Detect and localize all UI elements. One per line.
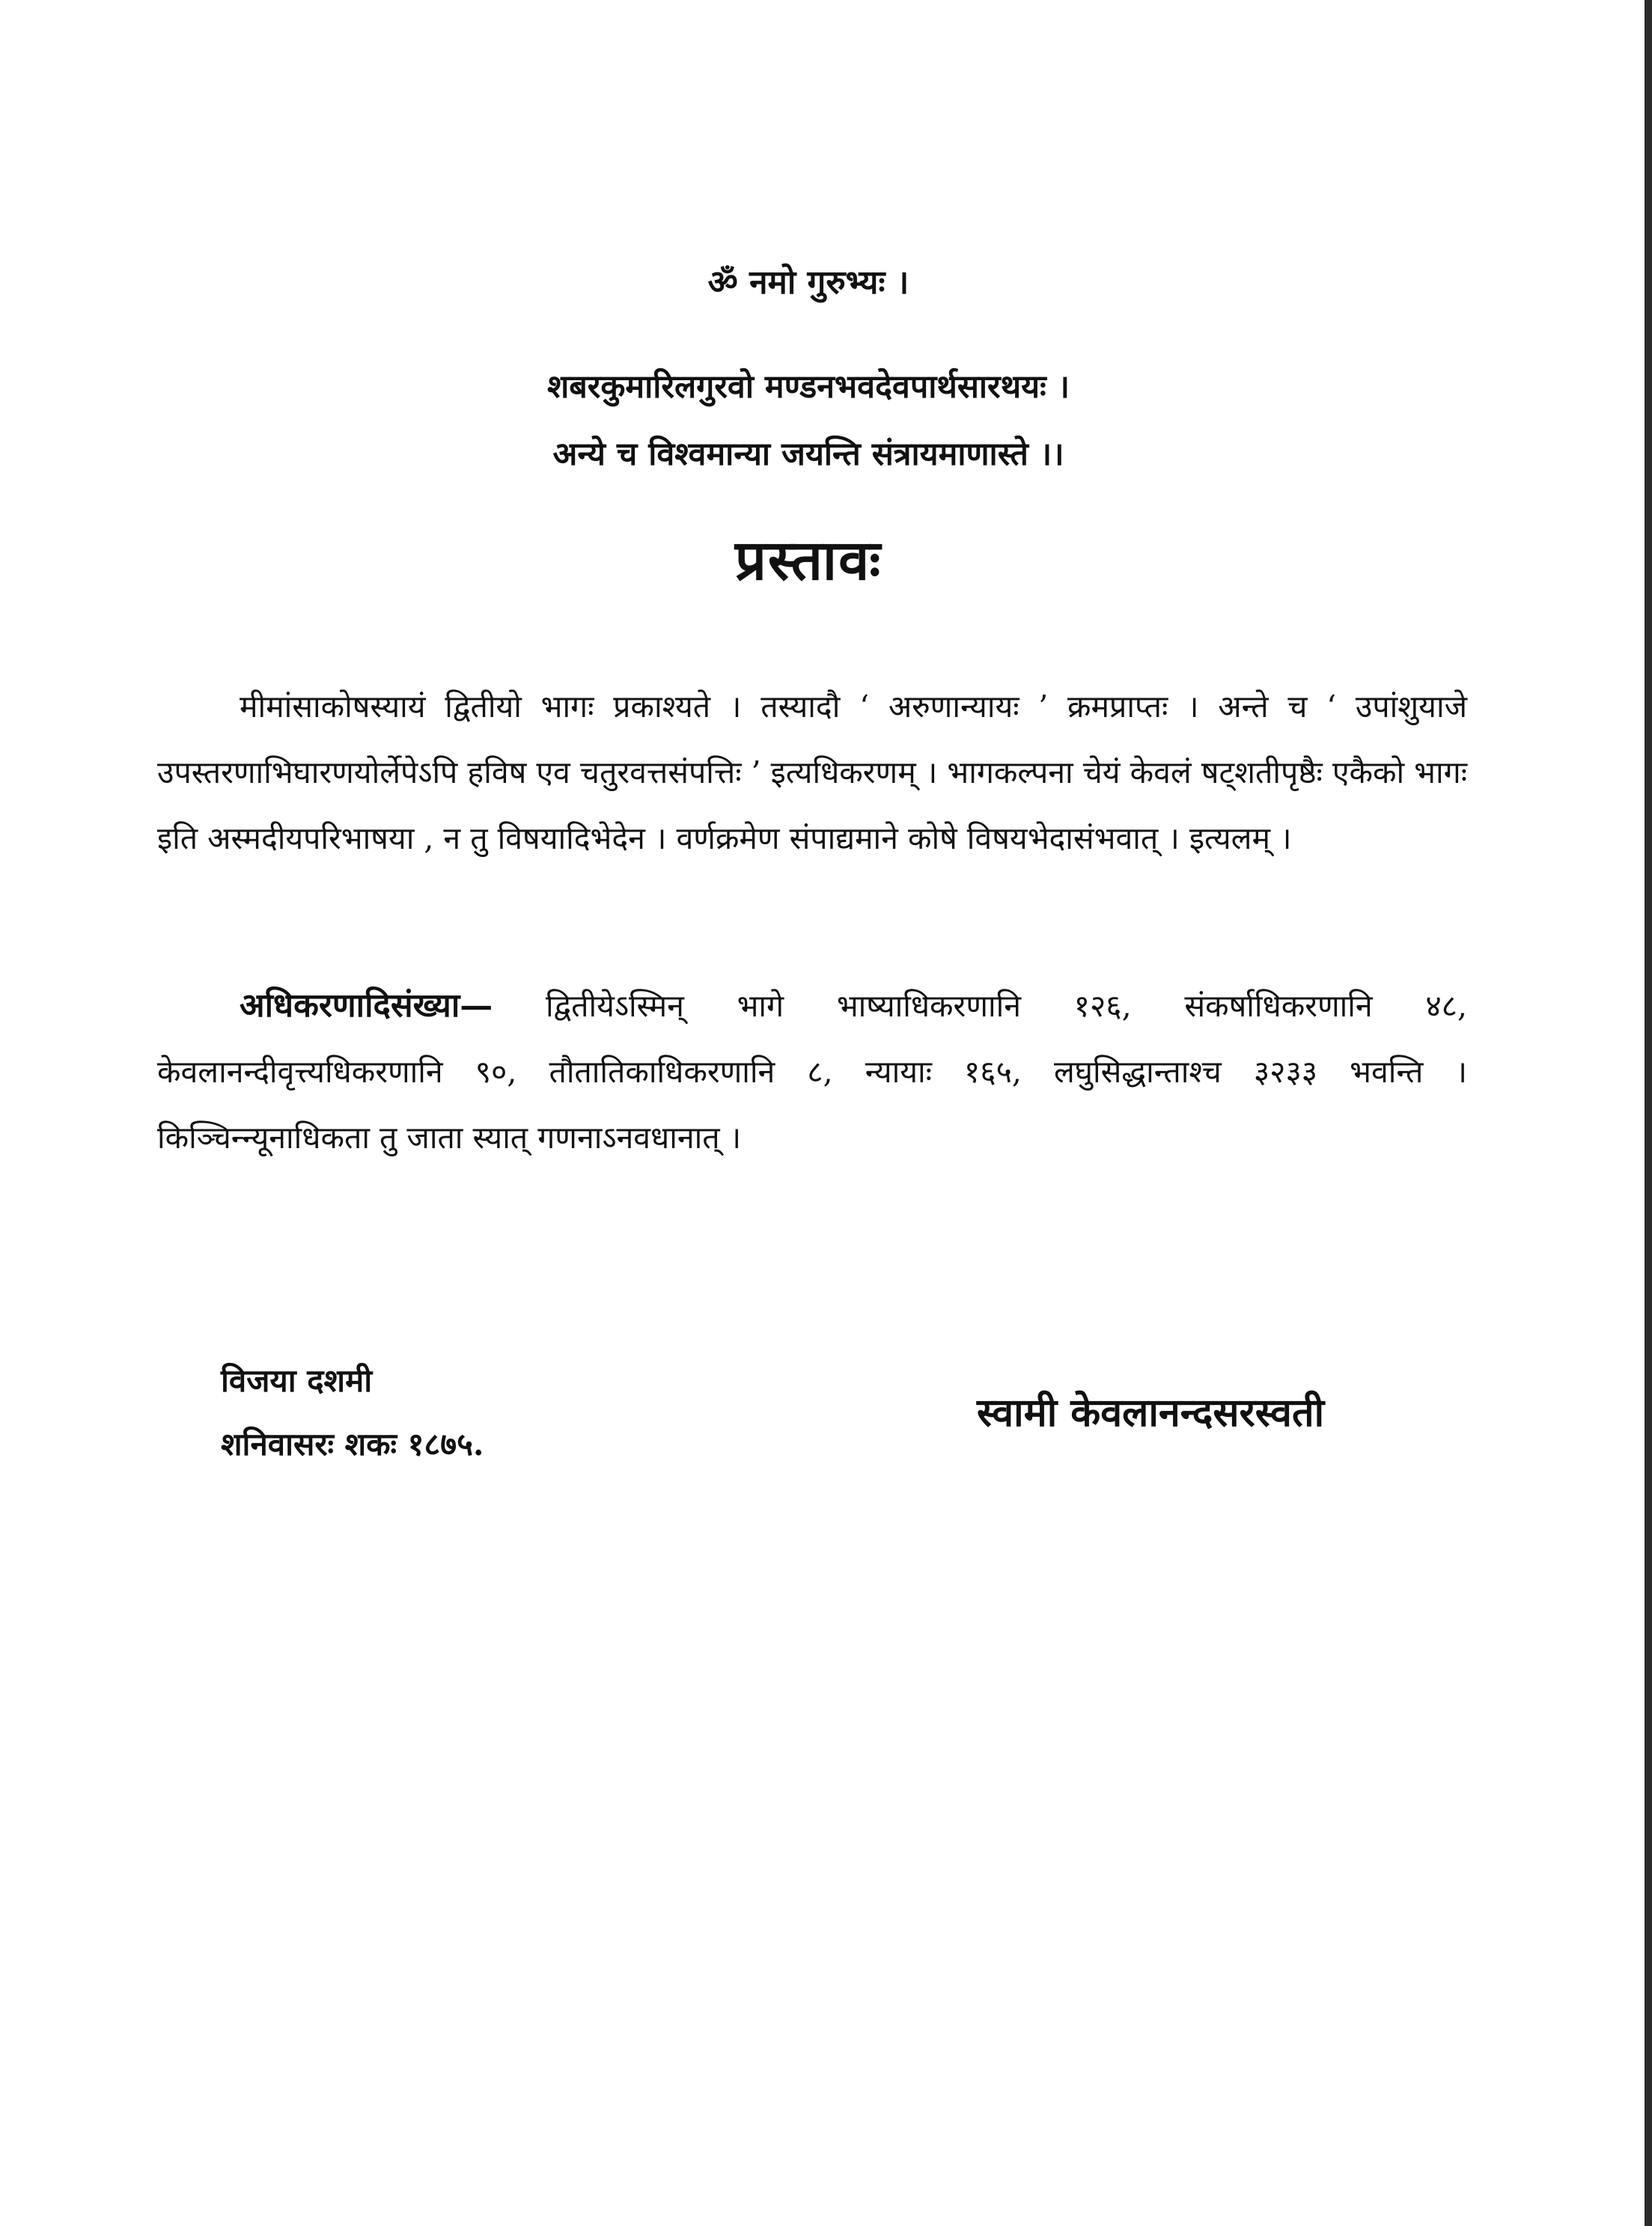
verse-line-1: शबरकुमारिलगुरवो मण्डनभवदेवपार्थसारथयः । [546, 368, 1070, 406]
invocation: ॐ नमो गुरुभ्यः । [707, 263, 909, 302]
page-edge [1645, 0, 1652, 2226]
paragraph-2-text: द्वितीयेऽस्मिन् भागे भाष्याधिकरणानि १२६, संकर्षाधिकरणानि ४८, केवलानन्दीवृत्त्यधिकरणानि ९०, तौतातिकाधिकरणानि ८, न्यायाः १६५, लघुसिद्धान्ताश्च ३२३३ भवन्ति । किञ्चिन्न्यूनाधिकता तु जाता स्यात् गणनाऽनवधानात् । [157, 988, 1467, 1156]
author-signature: स्वामी केवलानन्दसरस्वती [977, 1390, 1325, 1436]
paragraph-1 [157, 674, 1467, 871]
date-line-2: शनिवासरः शकः १८७५. [221, 1426, 484, 1463]
paragraph-1-text: मीमांसाकोषस्यायं द्वितीयो भागः प्रकाश्यते । तस्यादौ ‘ अरुणान्यायः ’ क्रमप्राप्तः । अन्ते च ‘ उपांशुयाजे उपस्तरणाभिघारणयोर्लेपेऽपि हविष एव चतुरवत्तसंपत्तिः ’ इत्यधिकरणम् । भागकल्पना चेयं केवलं षट्शतीपृष्ठैः एकैको भागः इति अस्मदीयपरिभाषया , न तु विषयादिभेदेन । वर्णक्रमेण संपाद्यमाने कोषे विषयभेदासंभवात् । इत्यलम् । [157, 689, 1467, 856]
verse-line-2: अन्ये च विश्वमान्या जयन्ति संत्रायमाणास्ते ।। [552, 436, 1064, 473]
page-title: प्रस्तावः [734, 528, 883, 593]
paragraph-2-lead: अधिकरणादिसंख्या— [240, 987, 493, 1025]
paragraph-2 [157, 973, 1467, 1171]
date-line-1: विजया दशमी [221, 1362, 373, 1399]
